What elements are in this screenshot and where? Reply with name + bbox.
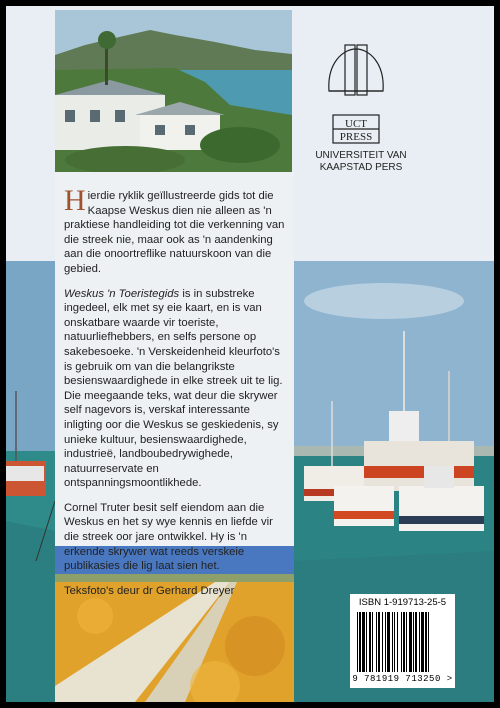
coastal-town-photo [55,10,292,173]
barcode-stripe [369,612,371,672]
svg-text:PRESS: PRESS [339,131,373,143]
blurb-paragraph-3: Cornel Truter besit self eiendom aan die Weskus en het sy wye kennis en liefde vir die streek oor jare ontwikkel. Hy is 'n erkende skrywer wat reeds verskeie publikasies die lig laat sien het. [64,501,273,573]
barcode-digits: 9 781919 713250 > [352,674,453,684]
barcode-stripe [394,612,395,672]
blurb-paragraph-1-text: ierdie ryklik geïllustreerde gids tot die Kaapse Weskus dien nie alleen as 'n praktiese handleiding tot die verkenning van die streek nie, maar ook as 'n aandenking aan die onoortreflike natuurskoon van die gebied. [64,190,285,275]
barcode-stripe [406,612,407,672]
barcode-stripe [382,612,383,672]
book-back-cover [6,6,494,702]
barcode-stripe [359,612,361,672]
uct-press-logo [323,43,389,152]
barcode-bars [356,612,450,672]
book-title: Weskus 'n Toeristegids [64,287,180,300]
barcode-stripe [415,612,417,672]
barcode-stripe [428,612,429,672]
barcode-stripe [387,612,390,672]
photo-credit: Teksfoto's deur dr Gerhard Dreyer [64,584,235,597]
barcode-stripe [403,612,405,672]
barcode-stripe [419,612,420,672]
barcode-stripe [385,612,386,672]
drop-cap: H [64,184,86,217]
barcode-stripe [401,612,402,672]
barcode-stripe [397,612,398,672]
blurb-text [64,184,290,608]
barcode-stripe [409,612,412,672]
barcode-stripe [372,612,373,672]
barcode-stripe [357,612,358,672]
publisher-name [306,150,416,174]
svg-text:UCT: UCT [345,118,367,130]
barcode-stripe [362,612,365,672]
barcode-box [350,594,455,688]
barcode-stripe [366,612,367,672]
publisher-name-line2: KAAPSTAD PERS [319,162,403,173]
barcode-stripe [392,612,393,672]
blurb-paragraph-1 [64,184,290,277]
blurb-paragraph-2-text: is in substreke ingedeel, elk met sy eie kaart, en is van onskatbare waarde vir toeriste, natuurliefhebbers, en selfs persone op sakebesoeke. 'n Verskeidenheid kleurfoto's is gebruik om van die belangrikste besienswaardighede in elke streek uit te lig. Die meegaande teks, wat deur die skrywer self nagevors is, verskaf interessante inligting oor die Weskus se geskiedenis, sy unieke kultuur, besienswaardighede, industrieë, landboubedrywighede, natuurreservate en ontspanningsmoontlikhede. [64,287,283,490]
publisher-name-line1: UNIVERSITEIT VAN [315,150,407,161]
barcode-stripe [413,612,414,672]
uct-press-emblem-icon [323,43,389,147]
blurb-paragraph-2 [64,287,290,491]
barcode-stripe [421,612,424,672]
barcode-stripe [376,612,377,672]
harbour-left-photo [6,261,55,702]
barcode-stripe [425,612,427,672]
barcode-stripe [378,612,380,672]
coastal-town-illustration [55,10,292,173]
isbn-number: ISBN 1-919713-25-5 [358,597,447,608]
